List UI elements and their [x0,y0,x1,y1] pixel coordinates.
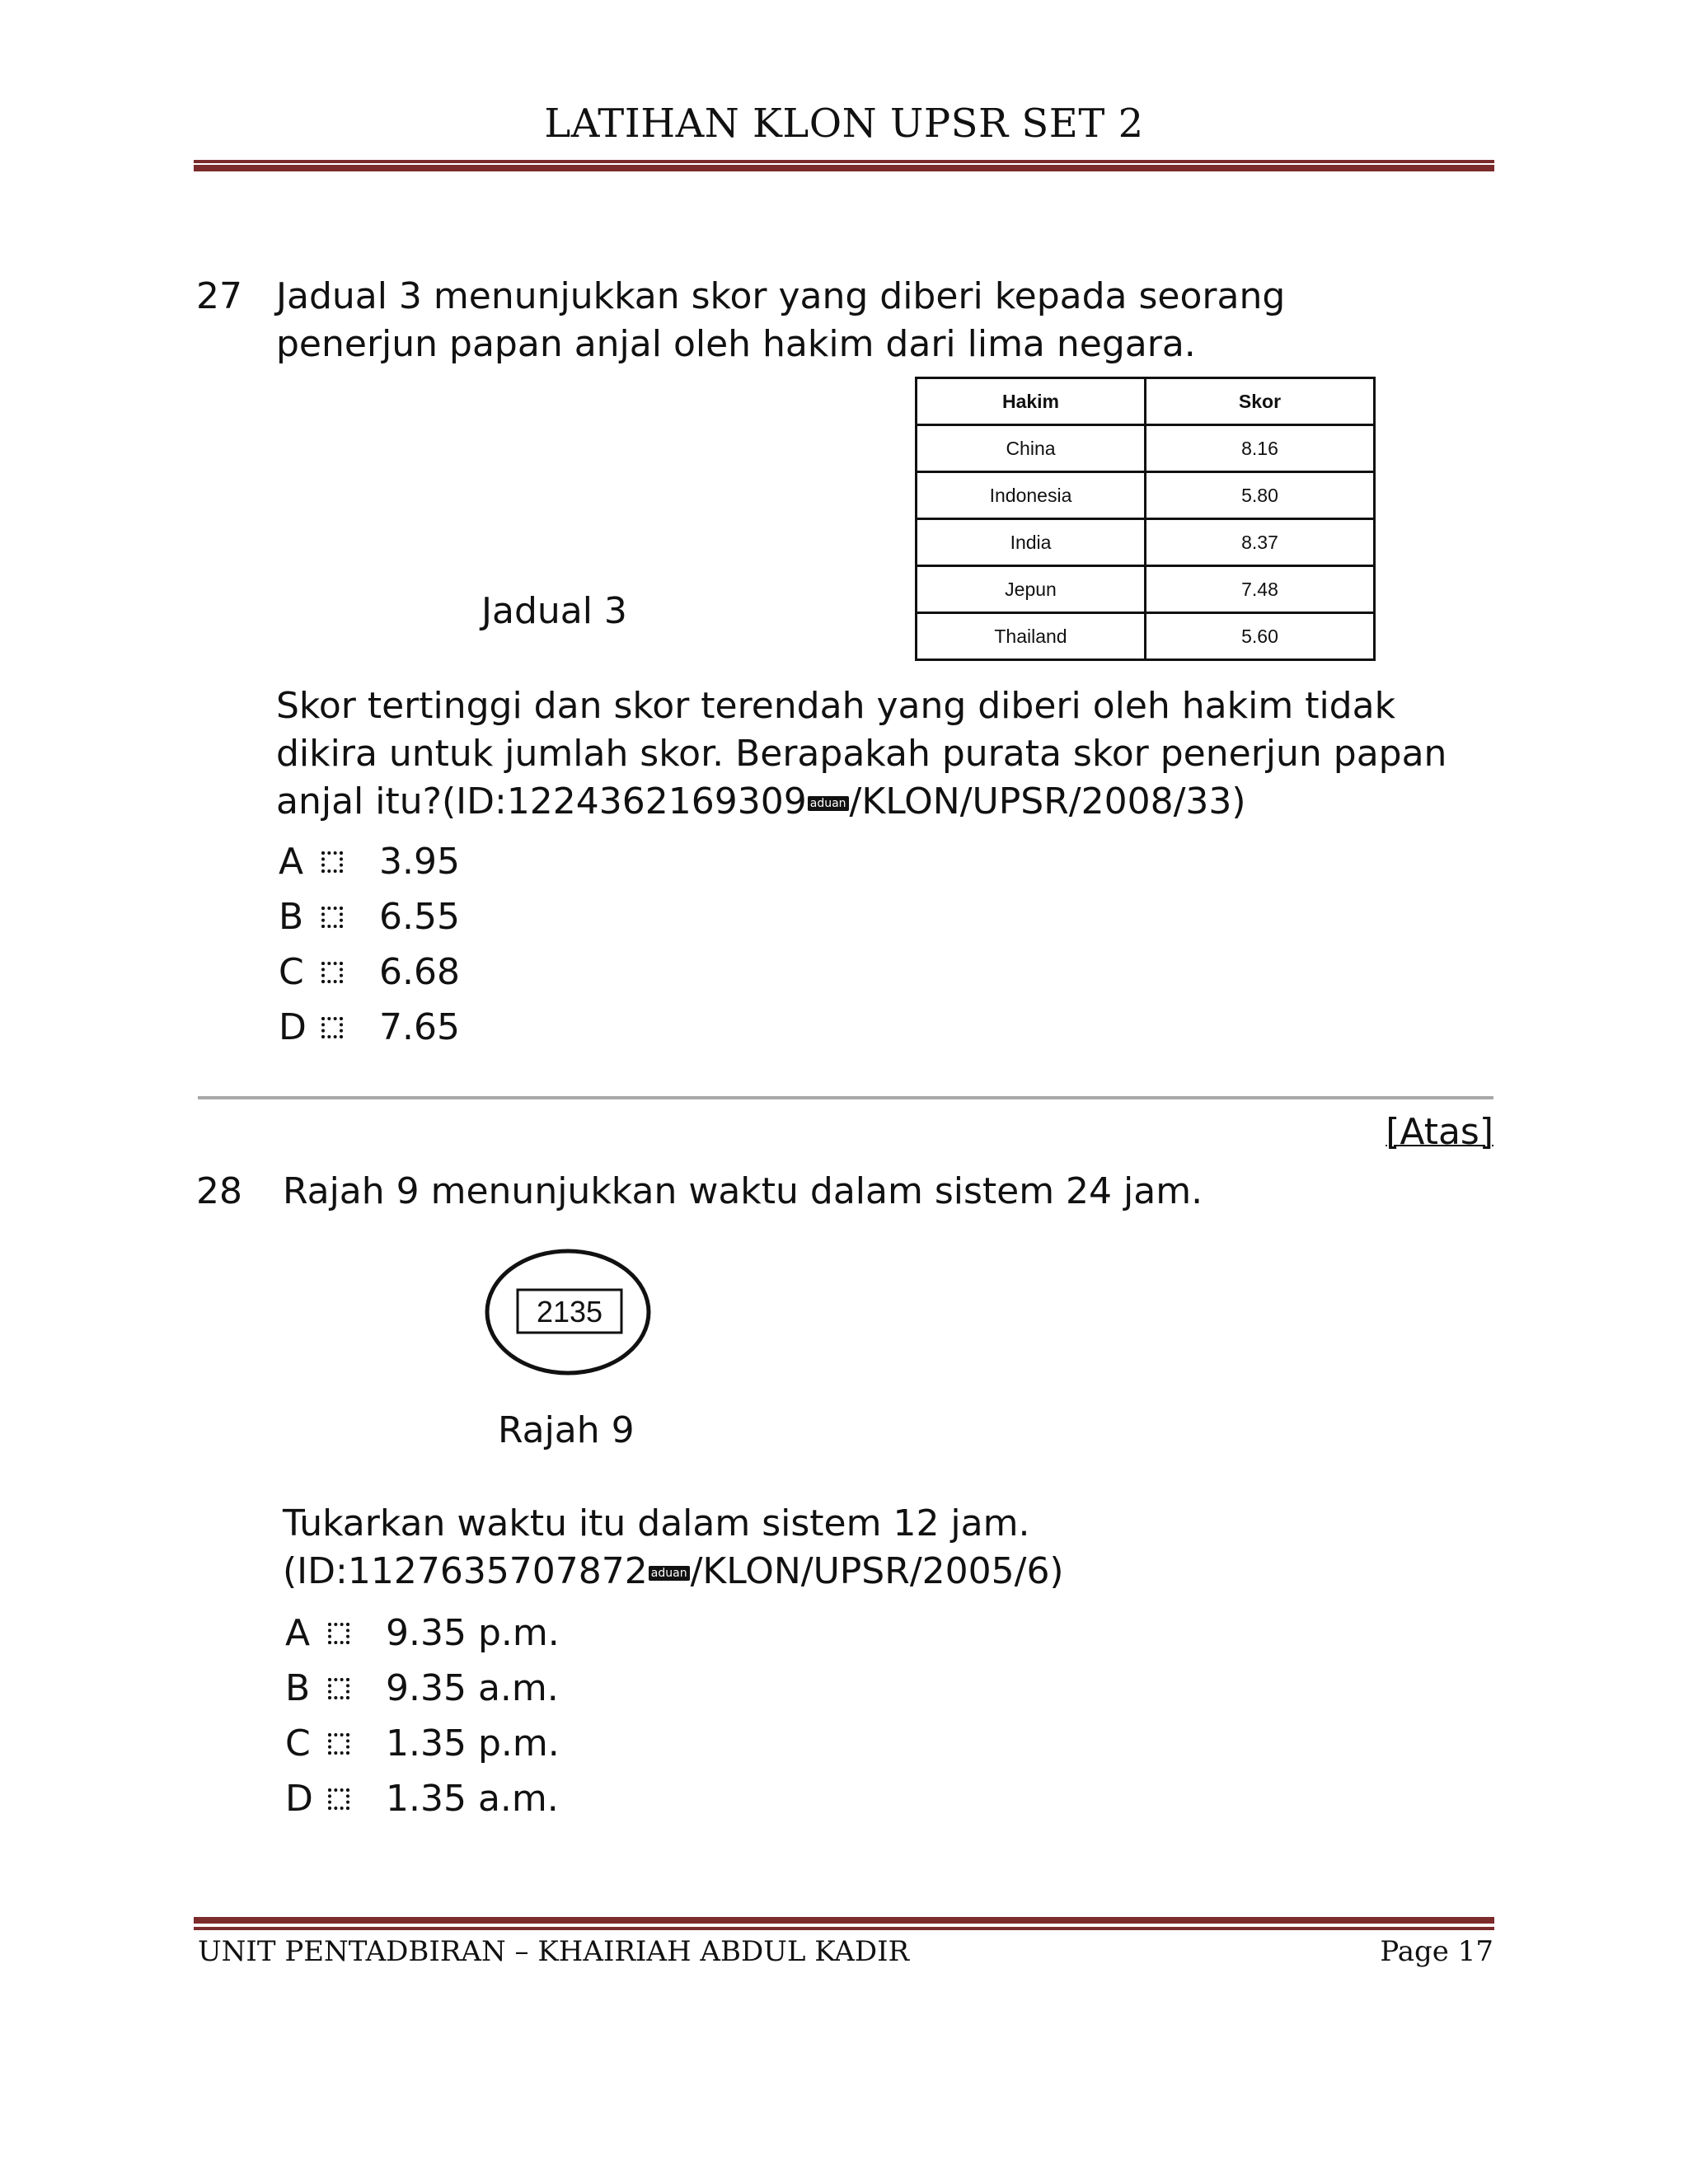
option-b[interactable] [279,889,460,944]
question-27-stem-line2: penerjun papan anjal oleh hakim dari lima negara. [276,323,1196,365]
question-28-stem: Rajah 9 menunjukkan waktu dalam sistem 24 jam. [283,1170,1203,1212]
page-header-title: LATIHAN KLON UPSR SET 2 [544,101,1144,147]
question-27-stem [276,273,1285,368]
question-27-prompt-line2: dikira untuk jumlah skor. Berapakah purata skor penerjun papan [276,733,1447,775]
option-letter: C [285,1722,311,1765]
option-d[interactable] [285,1771,560,1826]
table-row [917,613,1375,660]
table-cell-hakim: Thailand [917,613,1146,660]
option-checkbox[interactable] [320,960,345,985]
option-checkbox[interactable] [326,1676,351,1701]
option-text: 9.35 p.m. [386,1612,560,1654]
table-cell-hakim: Indonesia [917,472,1146,519]
table-row [917,472,1375,519]
option-text: 6.55 [379,896,460,938]
option-text: 1.35 p.m. [386,1722,560,1765]
score-table-header-row [917,378,1375,425]
question-27-id-suffix: /KLON/UPSR/2008/33) [849,780,1246,823]
question-27-id-prefix: anjal itu?(ID:1224362169309 [276,780,807,823]
option-c[interactable] [285,1716,560,1771]
option-text: 3.95 [379,841,460,883]
clock-figure [483,1247,653,1377]
question-27-prompt [276,682,1447,826]
question-28-prompt [283,1500,1064,1596]
option-checkbox[interactable] [326,1621,351,1646]
table-cell-skor: 5.80 [1146,472,1375,519]
table-cell-skor: 8.16 [1146,425,1375,472]
table-cell-skor: 5.60 [1146,613,1375,660]
option-checkbox[interactable] [326,1787,351,1811]
option-a[interactable] [285,1605,560,1661]
table-cell-hakim: China [917,425,1146,472]
option-letter: D [285,1778,313,1820]
table-row [917,425,1375,472]
question-28-id-suffix: /KLON/UPSR/2005/6) [690,1550,1064,1592]
question-28-options [285,1605,560,1826]
table-cell-skor: 7.48 [1146,566,1375,613]
question-27-prompt-line1: Skor tertinggi dan skor terendah yang diberi oleh hakim tidak [276,685,1396,727]
section-divider [198,1096,1493,1099]
question-28-prompt-line2 [283,1548,1064,1596]
question-28-number: 28 [196,1170,242,1212]
option-checkbox[interactable] [320,1015,345,1040]
option-checkbox[interactable] [320,850,345,874]
option-d[interactable] [279,1000,460,1055]
option-letter: B [285,1667,311,1709]
table-cell-skor: 8.37 [1146,519,1375,566]
option-text: 1.35 a.m. [386,1778,559,1820]
score-table [915,377,1376,661]
option-letter: A [279,841,304,883]
question-27-stem-line1: Jadual 3 menunjukkan skor yang diberi kepada seorang [276,275,1286,317]
question-27-number: 27 [196,275,242,317]
table-row [917,566,1375,613]
footer-rule-thin [194,1927,1494,1930]
option-letter: D [279,1006,307,1048]
footer-rule-thick [194,1917,1494,1924]
table-cell-hakim: India [917,519,1146,566]
clock-time: 2135 [536,1295,603,1329]
option-checkbox[interactable] [320,905,345,930]
option-text: 7.65 [379,1006,460,1048]
option-a[interactable] [279,834,460,889]
footer-left-text: UNIT PENTADBIRAN – KHAIRIAH ABDUL KADIR [198,1935,910,1968]
option-c[interactable] [279,944,460,1000]
question-27-options [279,834,460,1055]
option-b[interactable] [285,1661,560,1716]
question-27-prompt-line3 [276,778,1447,826]
table-header-skor: Skor [1146,378,1375,425]
option-checkbox[interactable] [326,1732,351,1756]
option-letter: C [279,951,304,993]
option-letter: B [279,896,304,938]
question-28-id-prefix: (ID:1127635707872 [283,1550,648,1592]
table-caption: Jadual 3 [481,590,627,632]
aduan-link[interactable]: aduan [808,796,849,811]
option-text: 9.35 a.m. [386,1667,559,1709]
figure-caption: Rajah 9 [498,1409,635,1451]
option-letter: A [285,1612,311,1654]
header-rule-thin [194,160,1494,163]
question-28-prompt-line1: Tukarkan waktu itu dalam sistem 12 jam. [283,1502,1030,1544]
table-row [917,519,1375,566]
table-cell-hakim: Jepun [917,566,1146,613]
atas-link[interactable]: [Atas] [1386,1111,1493,1153]
page-number: Page 17 [1380,1935,1493,1968]
header-rule-thick [194,165,1494,171]
option-text: 6.68 [379,951,460,993]
table-header-hakim: Hakim [917,378,1146,425]
aduan-link[interactable]: aduan [649,1566,690,1581]
